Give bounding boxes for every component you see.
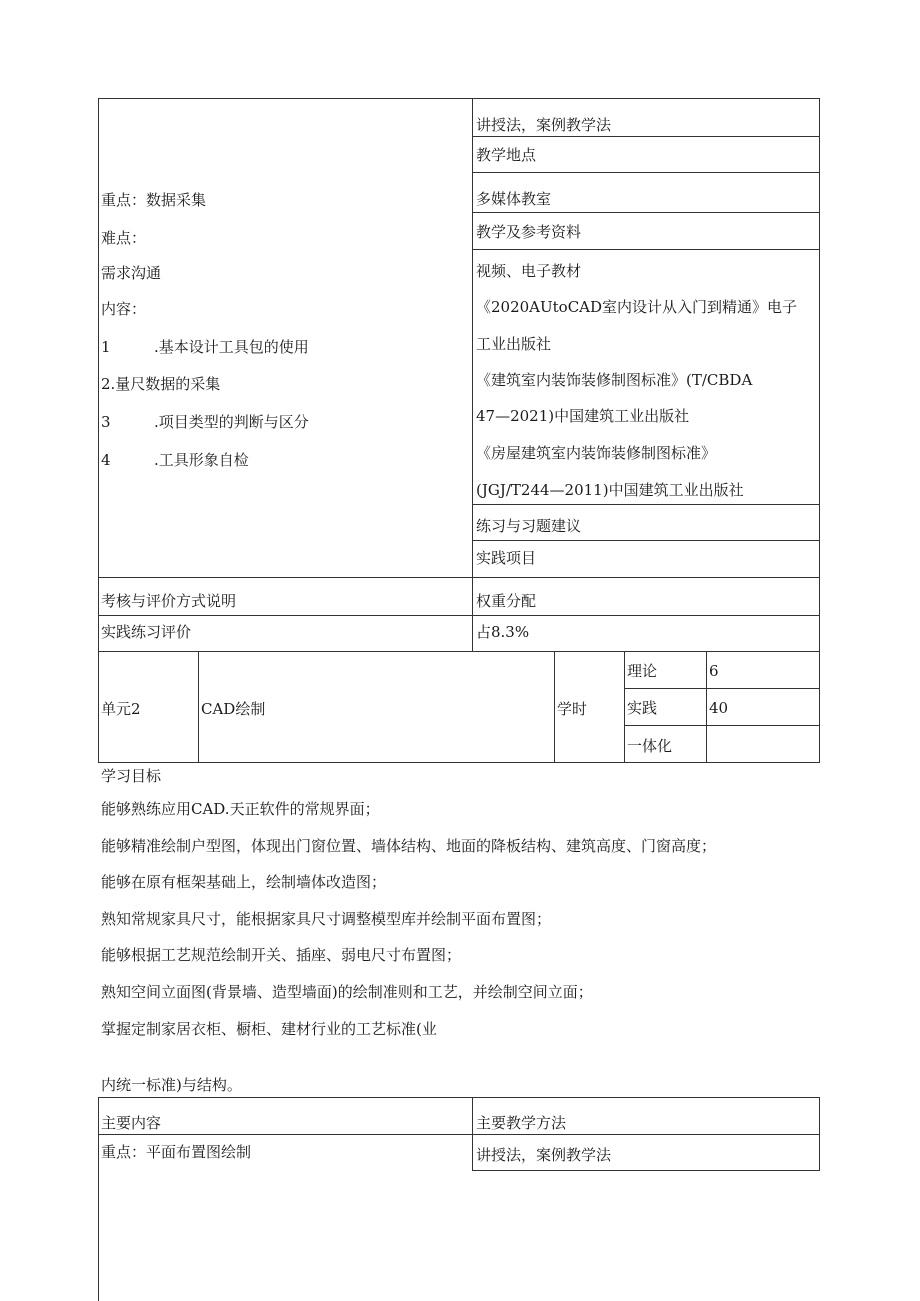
row-divider	[472, 172, 820, 173]
ref-line: 《房屋建筑室内装饰装修制图标准》	[476, 444, 717, 462]
teaching-method-2: 讲授法，案例教学法	[476, 1146, 612, 1164]
list-item: .基本设计工具包的使用	[154, 338, 309, 356]
row-divider	[472, 504, 820, 505]
objective-item: 能够精准绘制户型图，体现出门窗位置、墙体结构、地面的降板结构、建筑高度、门窗高度；	[101, 837, 717, 855]
location-label: 教学地点	[476, 146, 537, 164]
objective-item: 能够熟练应用CAD.天正软件的常规界面；	[101, 800, 380, 818]
table2-right-border	[819, 1097, 820, 1171]
row-divider	[624, 688, 820, 689]
ref-line: 《2020AUtoCAD室内设计从入门到精通》电子	[476, 298, 798, 316]
list-item: 2.量尺数据的采集	[101, 375, 221, 393]
ref-line: 47—2021)中国建筑工业出版社	[476, 407, 690, 425]
list-item-number: 3	[101, 413, 111, 431]
list-item: .项目类型的判断与区分	[154, 413, 309, 431]
objective-item: 能够根据工艺规范绘制开关、插座、弱电尺寸布置图；	[101, 946, 462, 964]
hours-type: 理论	[627, 662, 658, 680]
hours-type: 一体化	[627, 737, 673, 755]
row-divider	[98, 615, 820, 616]
table1-right-border	[819, 98, 820, 652]
list-item-number: 1	[101, 338, 111, 356]
main-method-header: 主要教学方法	[476, 1114, 567, 1132]
row-divider	[472, 136, 820, 137]
col-divider	[198, 651, 199, 763]
table1-center-divider	[472, 98, 473, 652]
key-point-2: 重点：平面布置图绘制	[101, 1143, 252, 1161]
table2-center-divider	[472, 1097, 473, 1171]
row-divider	[624, 725, 820, 726]
table1-top-border	[98, 98, 820, 99]
difficulty-label: 难点：	[101, 229, 147, 247]
hours-value: 40	[709, 699, 729, 717]
list-item: .工具形象自检	[154, 451, 249, 469]
weight-label: 权重分配	[476, 592, 537, 610]
unit-title: CAD绘制	[201, 700, 266, 718]
table1-left-border	[98, 98, 99, 652]
row-divider	[472, 249, 820, 250]
content-label: 内容：	[101, 300, 147, 318]
difficulty-value: 需求沟通	[101, 264, 162, 282]
objective-item: 掌握定制家居衣柜、橱柜、建材行业的工艺标准(业	[101, 1020, 437, 1038]
row-divider	[472, 212, 820, 213]
objective-item: 熟知常规家具尺寸，能根据家具尺寸调整模型库并绘制平面布置图；	[101, 910, 552, 928]
unit-label: 单元2	[101, 700, 141, 718]
unit-right-border	[819, 651, 820, 763]
row-divider	[472, 540, 820, 541]
key-point: 重点：数据采集	[101, 191, 207, 209]
assessment-label: 考核与评价方式说明	[101, 592, 237, 610]
ref-line: 视频、电子教材	[476, 262, 582, 280]
hours-label: 学时	[557, 700, 588, 718]
objective-item: 熟知空间立面图(背景墙、造型墙面)的绘制准则和工艺，并绘制空间立面；	[101, 983, 593, 1001]
location-value: 多媒体教室	[476, 190, 552, 208]
unit-left-border	[98, 651, 99, 763]
row-divider	[98, 1134, 820, 1135]
teaching-method: 讲授法，案例教学法	[476, 116, 612, 134]
objective-item: 能够在原有框架基础上，绘制墙体改造图；	[101, 873, 387, 891]
col-divider	[706, 651, 707, 763]
row-divider	[472, 1170, 820, 1171]
ref-line: 《建筑室内装饰装修制图标准》(T/CBDA	[476, 371, 753, 389]
table2-left-border	[98, 1097, 99, 1301]
unit-bottom-border	[98, 762, 820, 763]
eval-label: 实践练习评价	[101, 623, 192, 641]
ref-line: 工业出版社	[476, 335, 552, 353]
table2-top-border	[98, 1097, 820, 1098]
objective-continuation: 内统一标准)与结构。	[101, 1076, 242, 1094]
exercise-label: 练习与习题建议	[476, 517, 582, 535]
list-item-number: 4	[101, 451, 111, 469]
hours-value: 6	[709, 662, 719, 680]
table1-bottom-border	[98, 651, 820, 652]
main-content-header: 主要内容	[101, 1114, 162, 1132]
ref-line: (JGJ/T244—2011)中国建筑工业出版社	[476, 481, 744, 499]
hours-type: 实践	[627, 699, 658, 717]
objectives-title: 学习目标	[101, 767, 162, 785]
eval-weight: 占8.3%	[476, 623, 530, 641]
exercise-value: 实践项目	[476, 549, 537, 567]
col-divider	[624, 651, 625, 763]
row-divider	[98, 577, 820, 578]
col-divider	[554, 651, 555, 763]
refs-label: 教学及参考资料	[476, 223, 582, 241]
